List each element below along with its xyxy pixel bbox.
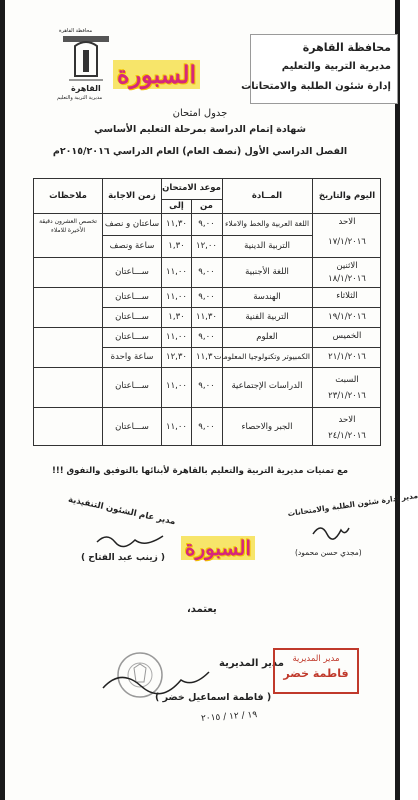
director-title: مدير المديرية [219,658,284,669]
row8-subject: الدراسات الإجتماعية [231,381,303,391]
row5-subject: التربية الفنية [245,312,289,322]
row3-date: ١٨/١/٢٠١٦ [328,274,366,284]
row8-to: ١١,٠٠ [166,381,187,391]
director-stamp [273,648,359,694]
row3-duration: ســـاعتان [115,267,149,277]
logo-bottom-text: القاهرة [71,84,101,93]
right-signer-title: مدير إدارة شئون الطلبة والامتحانات [287,490,418,519]
footer-note: مع تمنيات مديرية التربية والتعليم بالقاهرة لأبنائها بالتوفيق والتفوق !!! [51,466,349,476]
row8-from: ٩,٠٠ [198,381,215,391]
approval-label: يعتمد، [187,604,217,615]
row7-duration: ساعة واحدة [110,352,154,362]
row9-subject: الجبر والاحصاء [241,422,293,432]
row1-date: ١٧/١/٢٠١٦ [328,237,366,247]
official-header-box [241,34,398,104]
row6-to: ١١,٠٠ [166,332,187,342]
right-signature-icon [311,520,351,542]
row6-day: الخميس [332,331,362,341]
row9-day: الاحد [338,415,356,425]
row8-date: ٢٣/١/٢٠١٦ [328,391,366,401]
header-day-date: اليوم والتاريخ [318,191,376,201]
header-governorate: محافظة القاهرة [302,41,391,54]
header-directorate: مديرية التربية والتعليم [281,61,391,72]
row8-day: السبت [335,375,359,385]
row5-from: ١١,٣٠ [196,312,217,322]
row2-from: ١٢,٠٠ [196,241,217,251]
row2-subject: التربية الدينية [244,241,290,251]
header-to: إلى [169,201,184,211]
left-signature-icon [95,530,165,552]
header-duration: زمن الاجابة [108,191,156,201]
row1-duration: ساعتان و نصف [104,219,160,229]
row4-to: ١١,٠٠ [166,292,187,302]
row6-from: ٩,٠٠ [198,332,215,342]
row4-from: ٩,٠٠ [198,292,215,302]
stamp-title: مدير المديرية [292,654,340,664]
doc-title-line3: الفصل الدراسي الأول (نصف العام) العام الدراسي ٢٠١٥/٢٠١٦م [52,146,348,157]
cairo-logo [57,28,115,103]
director-signature-icon [101,668,211,694]
row8-duration: ســـاعتان [115,381,149,391]
row7-from: ١١,٣٠ [196,352,217,362]
row3-subject: اللغة الأجنبية [245,267,289,277]
row1-subject: اللغة العربية والخط والاملاء [224,219,310,228]
left-signer-name: ( زينب عبد الفتاح ) [81,553,166,563]
brand-name-top: السبورة [113,60,200,89]
row9-to: ١١,٠٠ [166,422,187,432]
row9-date: ٢٤/١/٢٠١٦ [328,431,366,441]
doc-title-line1: جدول امتحان [172,108,228,119]
row9-from: ٩,٠٠ [198,422,215,432]
brand-name-middle: السبورة [181,536,255,560]
row5-date: ١٩/١/٢٠١٦ [328,312,366,322]
row1-notes: تخصص العشرون دقيقة الأخيرة للاملاء [39,218,97,234]
row3-to: ١١,٠٠ [166,267,187,277]
stamp-name: فاطمة خضر [283,667,349,680]
header-exam-time: موعد الامتحان [162,183,221,193]
right-signer-name: (مجدي حسن محمود) [295,548,362,557]
row7-subject: الكمبيوتر وتكنولوجيا المعلومات [214,352,310,361]
row3-from: ٩,٠٠ [198,267,215,277]
exam-table [33,178,381,446]
row5-to: ١,٣٠ [168,312,185,322]
row5-duration: ســـاعتان [115,312,149,322]
row2-to: ١,٣٠ [168,241,185,251]
row6-duration: ســـاعتان [115,332,149,342]
row4-subject: الهندسة [253,292,281,302]
header-department: إدارة شئون الطلبة والامتحانات [241,81,391,92]
row3-day: الاثنين [336,261,358,271]
row4-day: الثلاثاء [336,291,358,301]
row1-day: الاحد [338,217,356,227]
row6-subject: العلوم [256,332,278,342]
row7-to: ١٢,٣٠ [166,352,187,362]
logo-top-text: محافظة القاهرة [59,28,93,34]
row9-duration: ســـاعتان [115,422,149,432]
row2-duration: ساعة ونصف [109,241,155,251]
row1-from: ٩,٠٠ [198,219,215,229]
logo-sub-text: مديرية التربية والتعليم [57,95,103,101]
left-signer-title: مدير عام الشئون التنفيذية [67,494,177,528]
signature-date: ١٩ / ١٢ / ٢٠١٥ [200,710,258,724]
row1-to: ١١,٣٠ [166,219,187,229]
row4-duration: ســـاعتان [115,292,149,302]
header-notes: ملاحظات [49,191,87,201]
row7-date: ٢١/١/٢٠١٦ [328,352,366,362]
header-from: من [200,201,213,211]
doc-title-line2: شهادة إتمام الدراسة بمرحلة التعليم الأساسي [94,124,306,135]
director-name: ( فاطمة اسماعيل خضر ) [155,692,272,703]
brand-watermark-top [113,60,200,89]
brand-watermark-middle [181,536,255,560]
header-subject: المــادة [251,191,283,201]
